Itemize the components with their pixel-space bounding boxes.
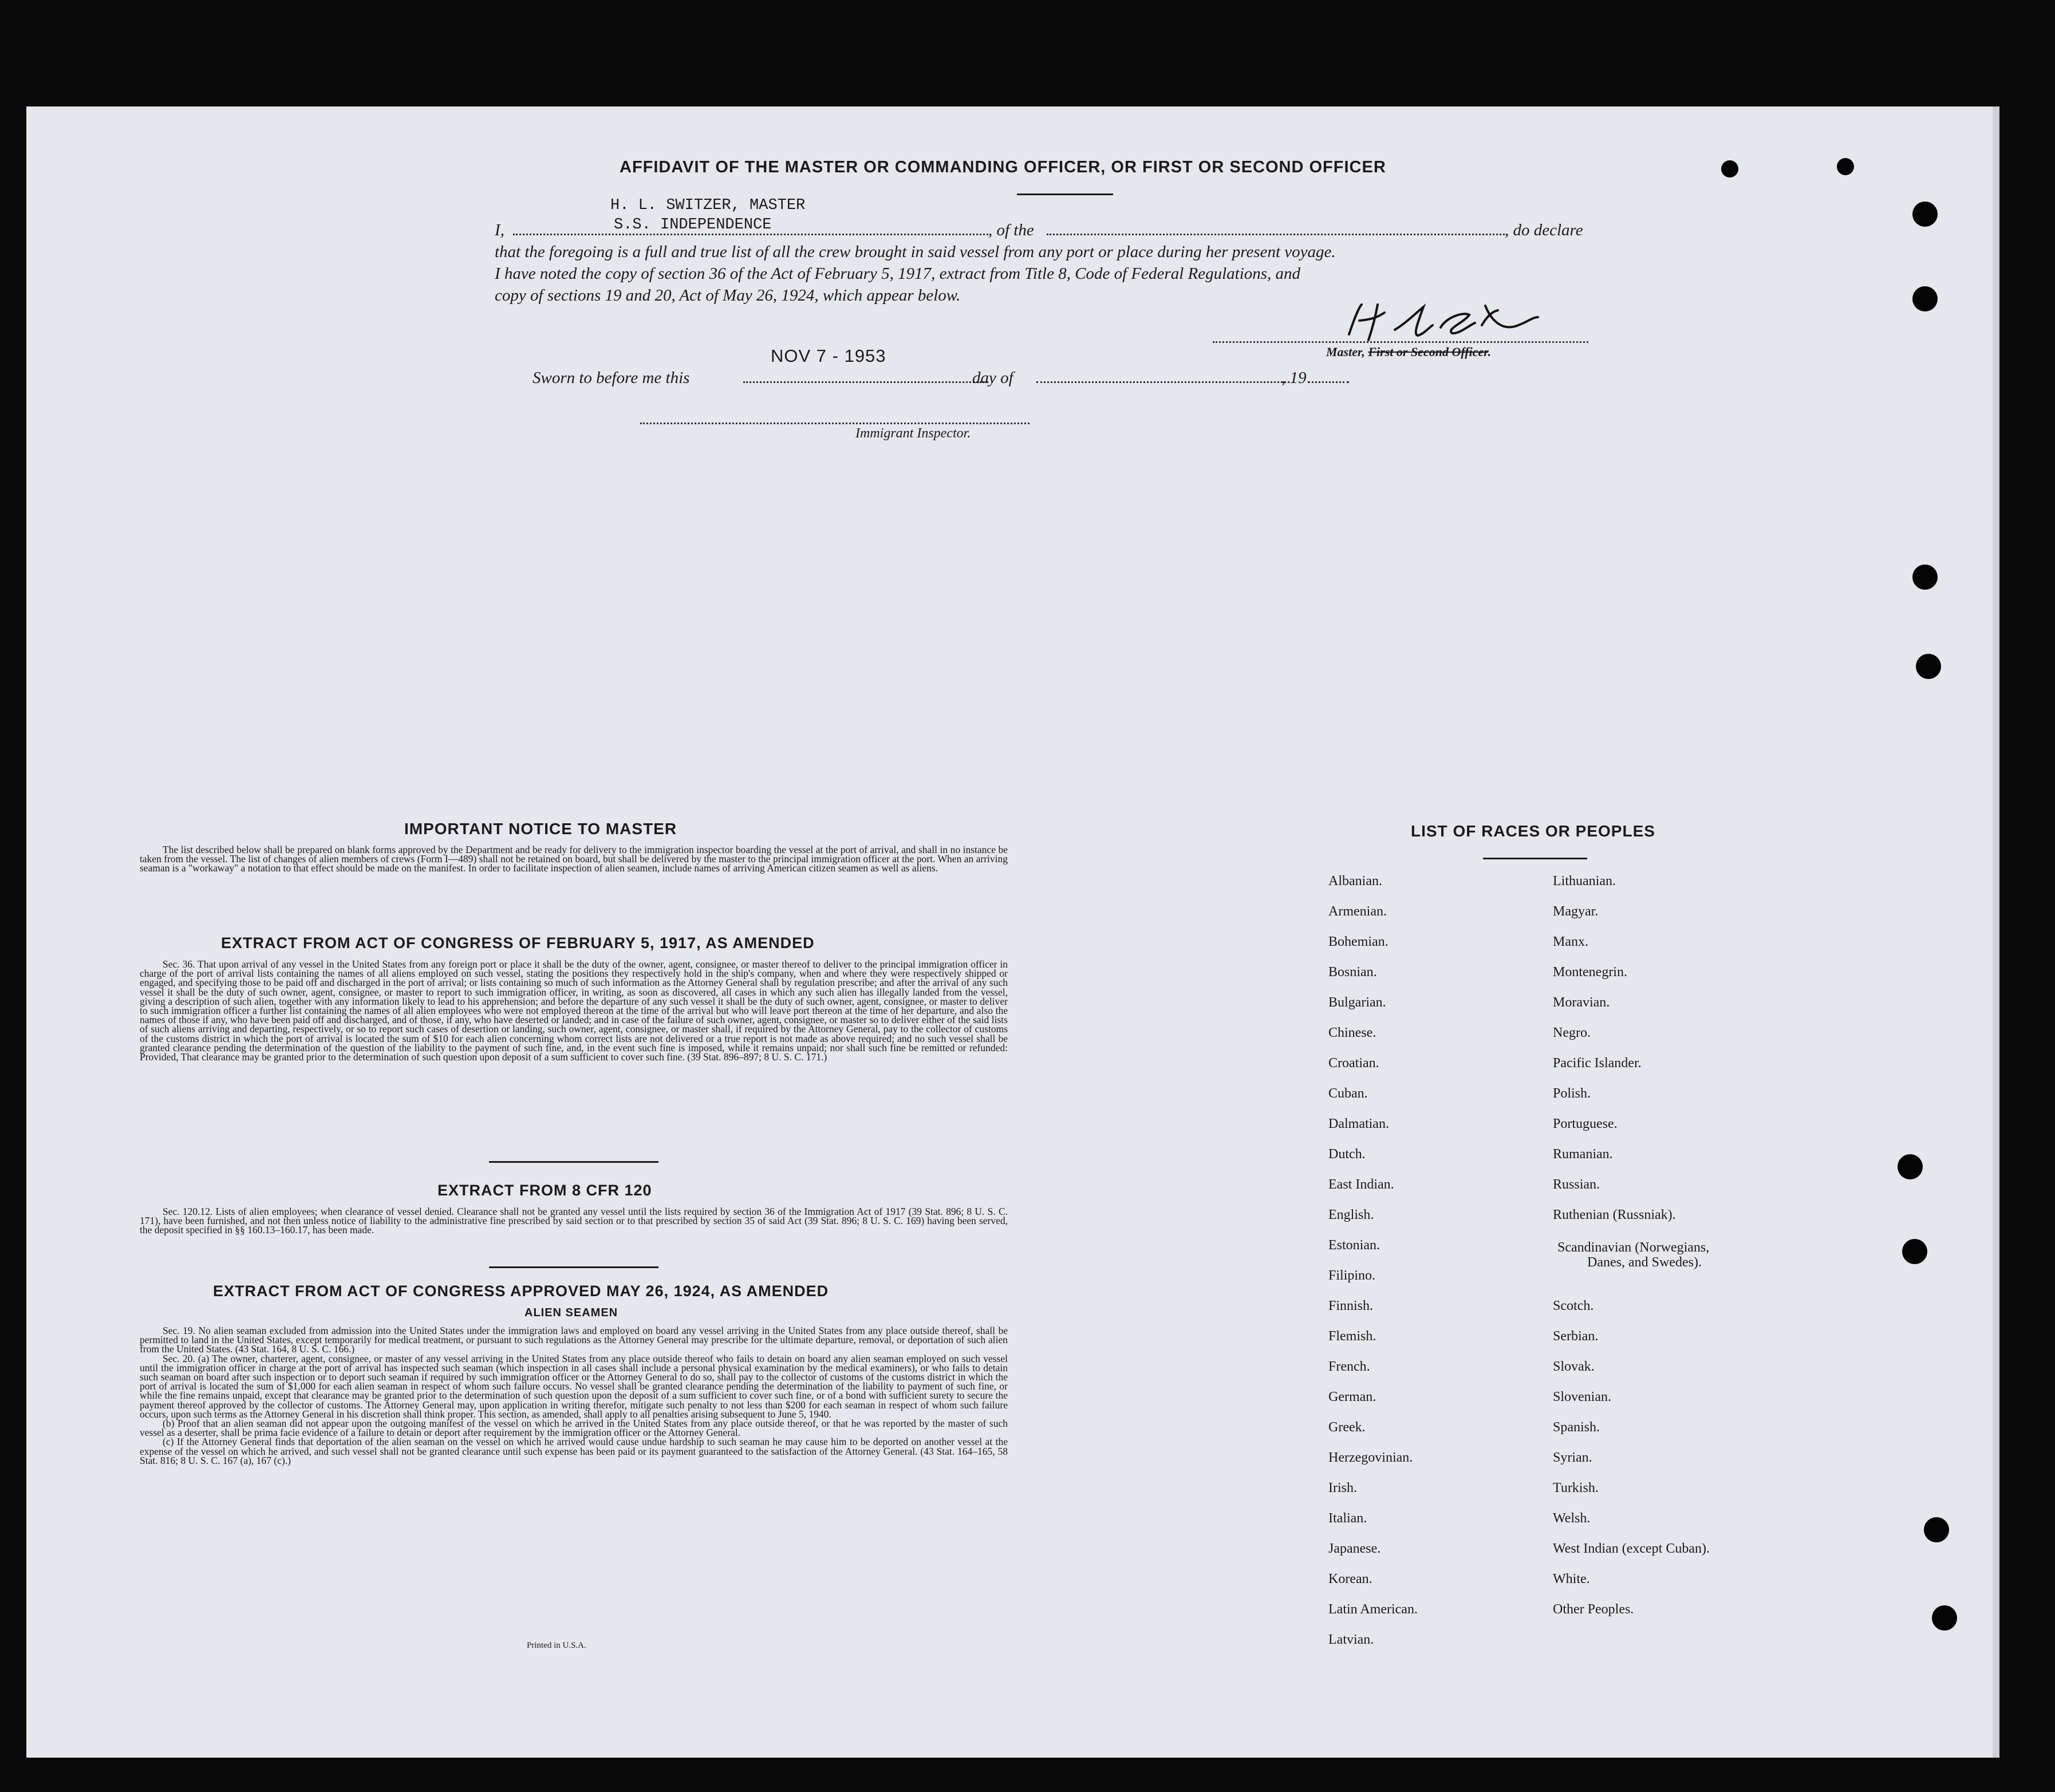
race-item: Bohemian.: [1328, 934, 1389, 949]
race-item: Portuguese.: [1553, 1116, 1618, 1131]
race-item: Russian.: [1553, 1177, 1600, 1192]
race-item: Dutch.: [1328, 1147, 1366, 1162]
signer-master: Master,: [1326, 345, 1365, 359]
punch-hole: [1912, 202, 1938, 227]
race-item: Turkish.: [1553, 1481, 1599, 1495]
punch-hole: [1912, 565, 1938, 590]
divider: [1017, 194, 1113, 195]
race-item: East Indian.: [1328, 1177, 1394, 1192]
sec-120-12-paragraph: Sec. 120.12. Lists of alien employees; when clearance of vessel denied. Clearance shall not be granted any vessel until the lists required by section 36 of the Immigration Act of 1917 (39 Stat. 896; 8 U. S. C. 171), have been furnished, and not then unless notice of liability to the administrative fine prescribed by said section or to that prescribed by section 35 of said Act (39 Stat. 896; 8 U. S. C. 169) having been served, the deposit specified in §§ 160.13–160.17, has been made.: [140, 1206, 1008, 1236]
alien-seamen-subtitle: ALIEN SEAMEN: [524, 1306, 618, 1319]
race-item: Manx.: [1553, 934, 1588, 949]
signer-end: .: [1488, 345, 1492, 359]
extract-1917-title: EXTRACT FROM ACT OF CONGRESS OF FEBRUARY 5, 1917, AS AMENDED: [221, 934, 815, 952]
extract-1924-title: EXTRACT FROM ACT OF CONGRESS APPROVED MAY 26, 1924, AS AMENDED: [213, 1282, 829, 1300]
notice-body: [140, 845, 1008, 873]
document-page: [26, 106, 1999, 1758]
race-item: Herzegovinian.: [1328, 1450, 1413, 1465]
race-item: Spanish.: [1553, 1420, 1600, 1435]
sworn-day-line: [743, 381, 988, 383]
year-label: , 19: [1281, 369, 1307, 387]
pronoun-label: I,: [495, 221, 504, 239]
race-item: Slovenian.: [1553, 1390, 1611, 1404]
sec-19-paragraph: Sec. 19. No alien seaman excluded from admission into the United States under the immigration laws and employed on board any vessel arriving in the United States from any place outside thereof, shall be permitted to land in the United States, except temporarily for medical treatment, or pursuant to such regulations as the Attorney General may prescribe for the ultimate departure, removal, or deportation of such alien from the United States. (43 Stat. 164, 8 U. S. C. 166.): [140, 1325, 1008, 1355]
race-item: Bosnian.: [1328, 965, 1377, 980]
punch-hole: [1837, 158, 1854, 175]
notice-title: IMPORTANT NOTICE TO MASTER: [404, 820, 677, 838]
signer-title: [1326, 345, 1491, 360]
declaration-line-2: I have noted the copy of section 36 of the Act of February 5, 1917, extract from Title 8, Code of Federal Regulations, and: [495, 265, 1301, 283]
printed-in-usa: Printed in U.S.A.: [527, 1641, 586, 1650]
race-item: West Indian (except Cuban).: [1553, 1541, 1710, 1556]
sworn-month-line: [1036, 381, 1289, 383]
punch-hole: [1912, 286, 1938, 311]
race-item: Danes, and Swedes).: [1587, 1255, 1702, 1270]
race-item: Polish.: [1553, 1086, 1591, 1101]
race-item: Magyar.: [1553, 904, 1599, 919]
date-stamp: NOV 7 - 1953: [771, 346, 886, 366]
day-of-label: day of: [972, 369, 1013, 387]
race-item: Ruthenian (Russniak).: [1553, 1207, 1676, 1222]
race-item: Japanese.: [1328, 1541, 1381, 1556]
race-item: Irish.: [1328, 1481, 1357, 1495]
race-item: White.: [1553, 1572, 1590, 1586]
race-item: Negro.: [1553, 1025, 1591, 1040]
race-item: Pacific Islander.: [1553, 1056, 1642, 1071]
punch-hole: [1932, 1605, 1957, 1631]
race-item: Finnish.: [1328, 1298, 1374, 1313]
handwritten-signature: [1332, 300, 1549, 346]
notice-paragraph: The list described below shall be prepared on blank forms approved by the Department and be ready for delivery to the immigration inspector boarding the vessel at the port of arrival, and shall in no instance be taken from the vessel. The list of changes of alien members of crews (Form I—489) shall not be retained on board, but shall be delivered by the master to the principal immigration officer at the port. When an arriving seaman is a "workaway" a notation to that effect should be made on the manifest. In order to facilitate inspection of alien seamen, include names of arriving American citizen seamen as well as aliens.: [140, 844, 1008, 874]
race-item: Montenegrin.: [1553, 965, 1627, 980]
race-item: Scandinavian (Norwegians,: [1557, 1240, 1710, 1255]
race-item: French.: [1328, 1359, 1370, 1374]
sec-20a-paragraph: Sec. 20. (a) The owner, charterer, agent, consignee, or master of any vessel arriving in the United States from any place outside thereof who fails to detain on board any alien seaman employed on such vessel until the immigration officer in charge at the port of arrival has inspected such seaman (which inspection in all cases shall include a personal physical examination by the medical examiners), or who fails to detain such seaman on board after such inspection or to deport such seaman if required by such immigration officer or the Attorney General to do so, shall pay to the collector of customs of the customs district in which the port of arrival is located the sum of $1,000 for each alien seaman in respect of whom such failure occurs. No vessel shall be granted clearance pending the determination of the liability to payment of such fine, or while the fine remains unpaid, except that clearance may be granted prior to the determination of such question upon the deposit of a sum sufficient to cover such fine, or of a bond with sufficient surety to secure the payment thereof approved by the collector of customs. The Attorney General may, upon application in writing therefor, mitigate such penalty to not less than $200 for each seaman in respect of whom such failure occurs, upon such terms as the Attorney General in his discretion shall think proper. This section, as amended, shall apply to all penalties arising subsequent to June 5, 1940.: [140, 1352, 1008, 1420]
race-item: German.: [1328, 1390, 1376, 1404]
inspector-label: Immigrant Inspector.: [855, 426, 971, 441]
sec-20b-paragraph: (b) Proof that an alien seaman did not appear upon the outgoing manifest of the vessel on which he arrived in the United States from any place outside thereof, or that he was reported by the master of such vessel as a deserter, shall be prima facie evidence of a failure to detain or deport after requirement by the immigration officer or the Attorney General.: [140, 1418, 1008, 1439]
extract-cfr-title: EXTRACT FROM 8 CFR 120: [437, 1182, 652, 1199]
divider: [1483, 858, 1587, 859]
declaration-line-1: that the foregoing is a full and true list of all the crew brought in said vessel from any port or place during her present voyage.: [495, 243, 1336, 261]
race-item: Croatian.: [1328, 1056, 1379, 1071]
race-item: Other Peoples.: [1553, 1602, 1634, 1617]
race-item: Estonian.: [1328, 1238, 1380, 1253]
declaration-line-3: copy of sections 19 and 20, Act of May 26, 1924, which appear below.: [495, 286, 961, 305]
race-item: Flemish.: [1328, 1329, 1376, 1344]
extract-cfr-body: [140, 1207, 1008, 1235]
race-item: Greek.: [1328, 1420, 1366, 1435]
inspector-line: [640, 423, 1030, 424]
sec-20c-paragraph: (c) If the Attorney General finds that deportation of the alien seaman on the vessel on which he arrived would cause undue hardship to such seaman he may cause him to be deported on another vessel at the expense of the vessel on which he arrived, and such vessel shall not be granted clearance until such expense has been paid or its payment guaranteed to the satisfaction of the Attorney General. (43 Stat. 164–165, 58 Stat. 816; 8 U. S. C. 167 (a), 167 (c).): [140, 1436, 1008, 1466]
race-item: Filipino.: [1328, 1268, 1376, 1283]
race-item: English.: [1328, 1207, 1374, 1222]
of-the-label: , of the: [988, 221, 1034, 239]
race-item: Serbian.: [1553, 1329, 1599, 1344]
race-item: Rumanian.: [1553, 1147, 1613, 1162]
race-item: Moravian.: [1553, 995, 1610, 1010]
affidavit-title: AFFIDAVIT OF THE MASTER OR COMMANDING OFFICER, OR FIRST OR SECOND OFFICER: [620, 158, 1386, 176]
race-item: Albanian.: [1328, 874, 1382, 889]
race-item: Armenian.: [1328, 904, 1387, 919]
race-item: Slovak.: [1553, 1359, 1595, 1374]
sec-36-paragraph: Sec. 36. That upon arrival of any vessel in the United States from any foreign port or place it shall be the duty of the owner, agent, consignee, or master thereof to deliver to the principal immigration officer in charge of the port of arrival lists containing the names of all aliens employed on such vessel, stating the positions they respectively hold in the ship's company, when and where they were respectively shipped or engaged, and specifying those to be paid off and discharged in the port of arrival; or lists containing so much of such information as the Attorney General shall by regulation prescribe; and after the arrival of any such vessel it shall be the duty of such owner, agent, consignee, or master to report to such immigration officer, in writing, as soon as discovered, all cases in which any such alien has illegally landed from the vessel, giving a description of such alien, together with any information likely to lead to his apprehension; and before the departure of any such vessel it shall be the duty of such owner, agent, consignee, or master to deliver to such immigration officer a further list containing the names of all alien employees who were not employed thereon at the time of the arrival but who will leave port thereon at the time of her departure, and also the names of those if any, who have been paid off and discharged, and of those, if any, who have deserted or landed; and in case of the failure of such owner, agent, consignee, or master so to deliver either of the said lists of such aliens arriving and departing, respectively, or so to report such cases of desertion or landing, such owner, agent, consignee, or master shall, if required by the Attorney General, pay to the collector of customs of the customs district in which the port of arrival is located the sum of $10 for each alien concerning whom correct lists are not delivered or a true report is not made as above required; and no such vessel shall be granted clearance pending the determination of the question of the liability to the payment of such fine, and, in the event such fine is imposed, while it remains unpaid; nor shall such fine be remitted or refunded: Provided, That clearance may be granted prior to the determination of such question upon deposit of a sum sufficient to cover such fine. (39 Stat. 896–897; 8 U. S. C. 171.): [140, 958, 1008, 1063]
race-item: Scotch.: [1553, 1298, 1594, 1313]
extract-1924-body: [140, 1326, 1008, 1465]
race-item: Bulgarian.: [1328, 995, 1386, 1010]
sworn-year-line: [1308, 381, 1349, 383]
punch-hole: [1902, 1239, 1927, 1264]
signature-line: [1213, 341, 1588, 343]
divider: [489, 1266, 658, 1268]
race-item: Chinese.: [1328, 1025, 1376, 1040]
punch-hole: [1916, 654, 1941, 679]
race-item: Korean.: [1328, 1572, 1372, 1586]
punch-hole: [1721, 160, 1738, 177]
race-item: Cuban.: [1328, 1086, 1368, 1101]
do-declare-label: , do declare: [1505, 221, 1583, 239]
race-item: Latin American.: [1328, 1602, 1418, 1617]
name-line: [513, 234, 988, 235]
punch-hole: [1924, 1517, 1949, 1542]
race-item: Dalmatian.: [1328, 1116, 1389, 1131]
master-name-filled: H. L. SWITZER, MASTER: [610, 197, 806, 214]
sworn-label: Sworn to before me this: [533, 369, 690, 387]
vessel-line: [1047, 234, 1505, 235]
race-item: Syrian.: [1553, 1450, 1592, 1465]
races-title: LIST OF RACES OR PEOPLES: [1411, 822, 1655, 840]
extract-1917-body: [140, 960, 1008, 1061]
race-item: Welsh.: [1553, 1511, 1591, 1526]
vessel-name-filled: S.S. INDEPENDENCE: [614, 216, 772, 234]
race-item: Italian.: [1328, 1511, 1367, 1526]
race-item: Lithuanian.: [1553, 874, 1616, 889]
divider: [489, 1161, 658, 1163]
signer-struck: First or Second Officer: [1368, 345, 1488, 359]
punch-hole: [1898, 1154, 1923, 1179]
race-item: Latvian.: [1328, 1632, 1374, 1647]
